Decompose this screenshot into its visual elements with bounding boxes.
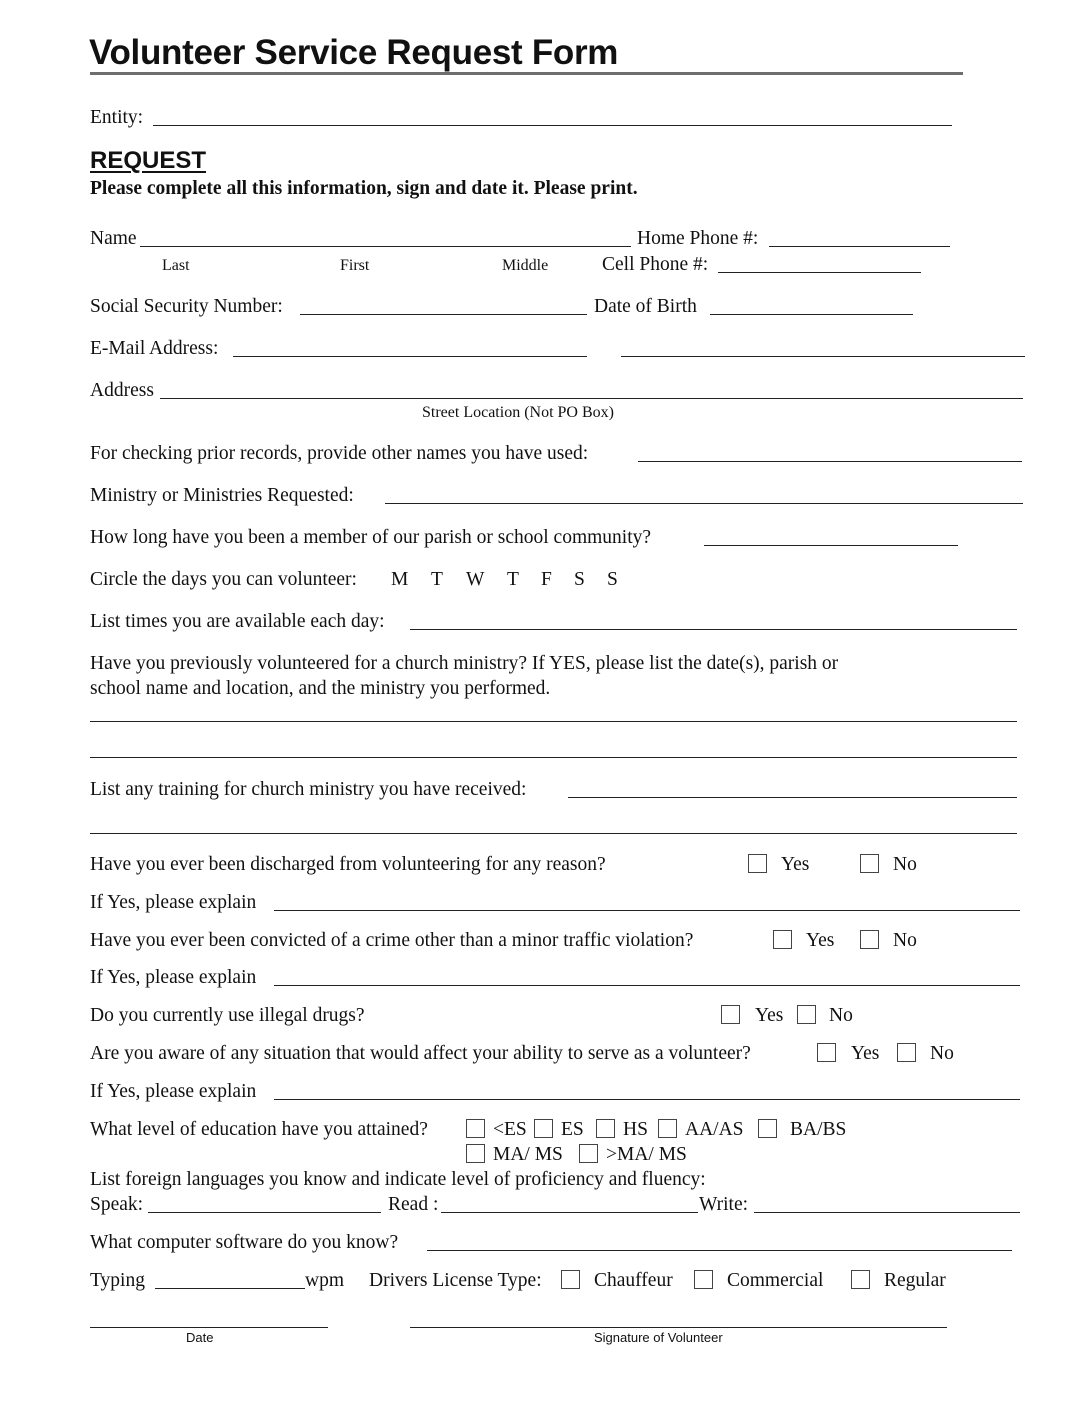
email-field-2[interactable]: [621, 356, 1025, 357]
education-es-checkbox[interactable]: [534, 1119, 553, 1138]
times-field[interactable]: [410, 629, 1017, 630]
discharged-explain-field[interactable]: [274, 910, 1020, 911]
typing-unit: wpm: [305, 1270, 344, 1291]
situation-no-checkbox[interactable]: [897, 1043, 916, 1062]
situation-explain-field[interactable]: [274, 1099, 1020, 1100]
typing-label: Typing: [90, 1270, 145, 1291]
ssn-label: Social Security Number:: [90, 296, 283, 317]
drugs-label: Do you currently use illegal drugs?: [90, 1005, 365, 1026]
day-saturday[interactable]: S: [574, 569, 585, 590]
discharged-yes-checkbox[interactable]: [748, 854, 767, 873]
education-gt-ma-ms-checkbox[interactable]: [579, 1144, 598, 1163]
read-label: Read :: [388, 1194, 439, 1215]
write-label: Write:: [699, 1194, 749, 1215]
convicted-yes-label: Yes: [806, 930, 835, 951]
ministries-label: Ministry or Ministries Requested:: [90, 485, 354, 506]
license-chauffeur-checkbox[interactable]: [561, 1270, 580, 1289]
education-es-label: ES: [561, 1119, 584, 1140]
situation-no-label: No: [930, 1043, 954, 1064]
day-wednesday[interactable]: W: [466, 569, 485, 590]
dob-field[interactable]: [710, 314, 913, 315]
title-rule: [90, 72, 963, 75]
entity-field[interactable]: [153, 125, 952, 126]
education-ba-bs-checkbox[interactable]: [758, 1119, 777, 1138]
education-aa-as-label: AA/AS: [685, 1119, 744, 1140]
dob-label: Date of Birth: [594, 296, 697, 317]
home-phone-label: Home Phone #:: [637, 228, 759, 249]
education-hs-label: HS: [623, 1119, 648, 1140]
discharged-explain-label: If Yes, please explain: [90, 892, 257, 913]
times-label: List times you are available each day:: [90, 611, 385, 632]
speak-field[interactable]: [148, 1212, 381, 1213]
previous-label-line1: Have you previously volunteered for a church ministry? If YES, please list the date(s), parish or: [90, 653, 839, 674]
training-field-2[interactable]: [90, 833, 1017, 834]
license-regular-checkbox[interactable]: [851, 1270, 870, 1289]
education-hs-checkbox[interactable]: [596, 1119, 615, 1138]
day-tuesday[interactable]: T: [431, 569, 443, 590]
convicted-explain-field[interactable]: [274, 985, 1020, 986]
day-monday[interactable]: M: [391, 569, 409, 590]
situation-explain-label: If Yes, please explain: [90, 1081, 257, 1102]
discharged-yes-label: Yes: [781, 854, 810, 875]
convicted-yes-checkbox[interactable]: [773, 930, 792, 949]
situation-yes-checkbox[interactable]: [817, 1043, 836, 1062]
education-gt-ma-ms-label: >MA/ MS: [606, 1144, 687, 1165]
languages-label: List foreign languages you know and indicate level of proficiency and fluency:: [90, 1169, 706, 1190]
page-title: Volunteer Service Request Form: [89, 33, 619, 72]
signature-sublabel: Signature of Volunteer: [594, 1330, 723, 1345]
day-sunday[interactable]: S: [607, 569, 618, 590]
education-ma-ms-checkbox[interactable]: [466, 1144, 485, 1163]
license-chauffeur-label: Chauffeur: [594, 1270, 673, 1291]
other-names-field[interactable]: [638, 461, 1022, 462]
software-label: What computer software do you know?: [90, 1232, 399, 1253]
membership-label: How long have you been a member of our parish or school community?: [90, 527, 652, 548]
discharged-no-checkbox[interactable]: [860, 854, 879, 873]
name-label: Name: [90, 228, 137, 249]
education-ma-ms-label: MA/ MS: [493, 1144, 563, 1165]
name-sublabel-first: First: [340, 257, 370, 274]
email-field-1[interactable]: [233, 356, 587, 357]
previous-field-1[interactable]: [90, 721, 1017, 722]
drugs-no-checkbox[interactable]: [797, 1005, 816, 1024]
address-sublabel: Street Location (Not PO Box): [422, 404, 614, 421]
education-lt-es-checkbox[interactable]: [466, 1119, 485, 1138]
convicted-no-label: No: [893, 930, 917, 951]
address-label: Address: [90, 380, 154, 401]
previous-field-2[interactable]: [90, 757, 1017, 758]
signature-field[interactable]: [410, 1327, 947, 1328]
date-field[interactable]: [90, 1327, 328, 1328]
home-phone-field[interactable]: [769, 246, 950, 247]
license-commercial-label: Commercial: [727, 1270, 824, 1291]
convicted-no-checkbox[interactable]: [860, 930, 879, 949]
license-label: Drivers License Type:: [369, 1270, 542, 1291]
write-field[interactable]: [754, 1212, 1020, 1213]
entity-label: Entity:: [90, 107, 144, 128]
software-field[interactable]: [427, 1250, 1012, 1251]
license-commercial-checkbox[interactable]: [694, 1270, 713, 1289]
drugs-no-label: No: [829, 1005, 853, 1026]
membership-field[interactable]: [704, 545, 958, 546]
training-label: List any training for church ministry you have received:: [90, 779, 527, 800]
name-sublabel-last: Last: [162, 257, 190, 274]
license-regular-label: Regular: [884, 1270, 946, 1291]
section-heading: REQUEST: [90, 147, 207, 174]
convicted-explain-label: If Yes, please explain: [90, 967, 257, 988]
situation-label: Are you aware of any situation that would affect your ability to serve as a volunteer?: [90, 1043, 751, 1064]
convicted-label: Have you ever been convicted of a crime other than a minor traffic violation?: [90, 930, 694, 951]
training-field-1[interactable]: [568, 797, 1017, 798]
drugs-yes-label: Yes: [755, 1005, 784, 1026]
drugs-yes-checkbox[interactable]: [721, 1005, 740, 1024]
education-ba-bs-label: BA/BS: [790, 1119, 847, 1140]
day-thursday[interactable]: T: [507, 569, 519, 590]
read-field[interactable]: [441, 1212, 698, 1213]
cell-phone-field[interactable]: [718, 272, 921, 273]
ministries-field[interactable]: [385, 503, 1023, 504]
situation-yes-label: Yes: [851, 1043, 880, 1064]
speak-label: Speak:: [90, 1194, 144, 1215]
education-aa-as-checkbox[interactable]: [658, 1119, 677, 1138]
discharged-label: Have you ever been discharged from volunteering for any reason?: [90, 854, 606, 875]
address-field[interactable]: [160, 398, 1023, 399]
typing-wpm-field[interactable]: [155, 1288, 305, 1289]
education-lt-es-label: <ES: [493, 1119, 527, 1140]
cell-phone-label: Cell Phone #:: [602, 254, 709, 275]
previous-label-line2: school name and location, and the ministry you performed.: [90, 678, 551, 699]
date-sublabel: Date: [186, 1330, 214, 1345]
discharged-no-label: No: [893, 854, 917, 875]
name-sublabel-middle: Middle: [502, 257, 549, 274]
ssn-field[interactable]: [300, 314, 587, 315]
email-label: E-Mail Address:: [90, 338, 219, 359]
day-friday[interactable]: F: [541, 569, 552, 590]
other-names-label: For checking prior records, provide other names you have used:: [90, 443, 589, 464]
instructions: Please complete all this information, sign and date it. Please print.: [90, 178, 638, 199]
education-label: What level of education have you attained?: [90, 1119, 428, 1140]
name-field[interactable]: [140, 246, 631, 247]
days-label: Circle the days you can volunteer:: [90, 569, 357, 590]
